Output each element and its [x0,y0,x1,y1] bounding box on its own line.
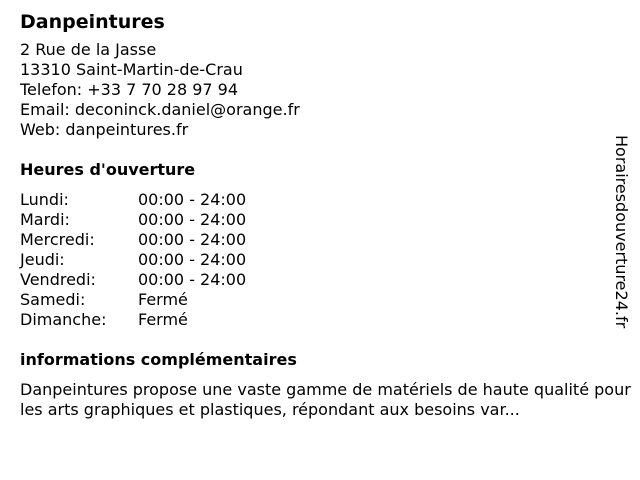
info-description: Danpeintures propose une vaste gamme de matériels de haute qualité pour les arts graphiques et plastiques, répondant aux besoins var... [20,380,631,419]
phone-text: Telefon: +33 7 70 28 97 94 [20,80,239,99]
hours-row-thursday [20,250,620,270]
site-watermark: Horairesdouverture24.fr [612,135,631,329]
day-label: Jeudi: [20,250,65,269]
day-hours: 00:00 - 24:00 [138,210,247,229]
opening-hours-list [20,190,620,330]
address-city: 13310 Saint-Martin-de-Crau [20,60,243,79]
day-label: Vendredi: [20,270,96,289]
info-heading: informations complémentaires [20,350,297,369]
day-label: Samedi: [20,290,86,309]
day-hours: Fermé [138,310,188,329]
day-hours: 00:00 - 24:00 [138,190,247,209]
hours-row-wednesday [20,230,620,250]
day-label: Lundi: [20,190,69,209]
hours-row-tuesday [20,210,620,230]
email-text: Email: deconinck.daniel@orange.fr [20,100,300,119]
day-label: Mercredi: [20,230,95,249]
contact-block [20,40,620,140]
day-hours: Fermé [138,290,188,309]
day-hours: 00:00 - 24:00 [138,250,247,269]
day-label: Mardi: [20,210,70,229]
business-name: Danpeintures [20,11,165,33]
hours-row-monday [20,190,620,210]
day-hours: 00:00 - 24:00 [138,270,247,289]
hours-row-saturday [20,290,620,310]
hours-row-friday [20,270,620,290]
web-text: Web: danpeintures.fr [20,120,189,139]
hours-heading: Heures d'ouverture [20,160,196,179]
address-street: 2 Rue de la Jasse [20,40,157,59]
day-label: Dimanche: [20,310,107,329]
hours-row-sunday [20,310,620,330]
day-hours: 00:00 - 24:00 [138,230,247,249]
